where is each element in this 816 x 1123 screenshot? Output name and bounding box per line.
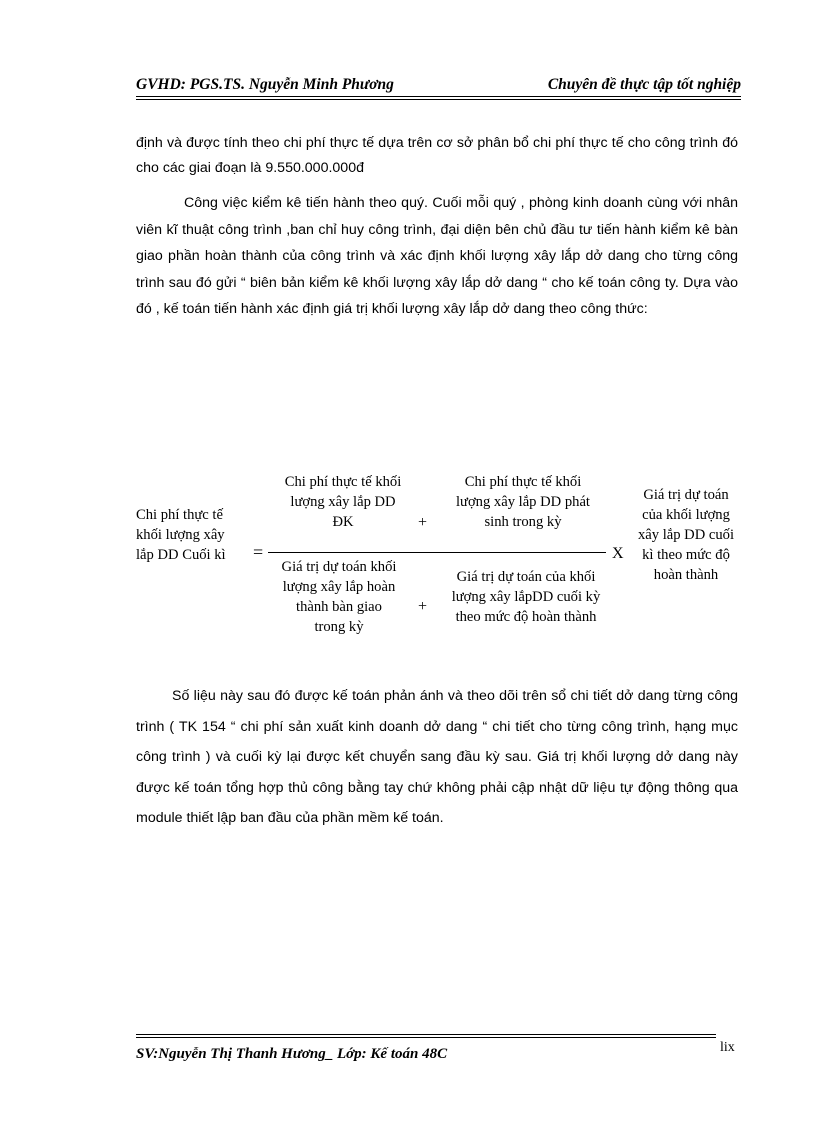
formula-equals: = <box>253 542 264 562</box>
formula-denominator-term-2: Giá trị dự toán của khối lượng xây lắpDD cuối kỳ theo mức độ hoàn thành <box>451 569 601 625</box>
formula-plus-denominator: + <box>418 598 428 615</box>
formula-numerator-term-1: Chi phí thực tế khối lượng xây lắp DD ĐK <box>284 474 402 530</box>
formula-plus-numerator: + <box>418 514 428 531</box>
header-title: Chuyên đề thực tập tốt nghiệp <box>547 76 741 93</box>
footer-student: SV:Nguyễn Thị Thanh Hương_ Lớp: Kế toán 48C <box>136 1046 448 1062</box>
page-header <box>136 76 741 98</box>
fraction-line <box>268 552 606 553</box>
formula-lhs: Chi phí thực tế khối lượng xây lắp DD Cuối kì <box>136 507 226 563</box>
paragraph-1: định và được tính theo chi phí thực tế dựa trên cơ sở phân bổ chi phí thực tế cho công trình đó cho các giai đoạn là 9.550.000.000đ <box>136 135 738 176</box>
header-advisor: GVHD: PGS.TS. Nguyễn Minh Phương <box>136 76 394 93</box>
formula-denominator-term-1: Giá trị dự toán khối lượng xây lắp hoàn thành bàn giao trong kỳ <box>281 559 397 635</box>
footer-rule <box>136 1034 716 1038</box>
formula-rhs: Giá trị dự toán của khối lượng xây lắp DD cuối kì theo mức độ hoàn thành <box>637 487 735 583</box>
formula-times: X <box>612 545 624 562</box>
page-number: lix <box>720 1040 735 1055</box>
paragraph-2: Công việc kiểm kê tiến hành theo quý. Cuối mỗi quý , phòng kinh doanh cùng với nhân viên kĩ thuật công trình ,ban chỉ huy công trình, đại diện bên chủ đầu tư tiến hành kiểm kê bàn giao phần hoàn thành của công trình và xác định khối lượng xây lắp dở dang cho từng công trình sau đó gửi “ biên bản kiểm kê khối lượng xây lắp dở dang “ cho kế toán công ty. Dựa vào đó , kế toán tiến hành xác định giá trị khối lượng xây lắp dở dang theo công thức: <box>136 195 738 317</box>
header-rule <box>136 96 741 100</box>
formula-numerator-term-2: Chi phí thực tế khối lượng xây lắp DD phát sinh trong kỳ <box>456 474 590 530</box>
paragraph-3: Số liệu này sau đó được kế toán phản ánh và theo dõi trên sổ chi tiết dở dang từng công trình ( TK 154 “ chi phí sản xuất kinh doanh dở dang “ chi tiết cho từng công trình, hạng mục công trình ) và cuối kỳ lại được kết chuyển sang đầu kỳ sau. Giá trị khối lượng dở dang này được kế toán tổng hợp thủ công bằng tay chứ không phải cập nhật dữ liệu tự động thông qua module thiết lập ban đầu của phần mềm kế toán. <box>136 688 738 826</box>
